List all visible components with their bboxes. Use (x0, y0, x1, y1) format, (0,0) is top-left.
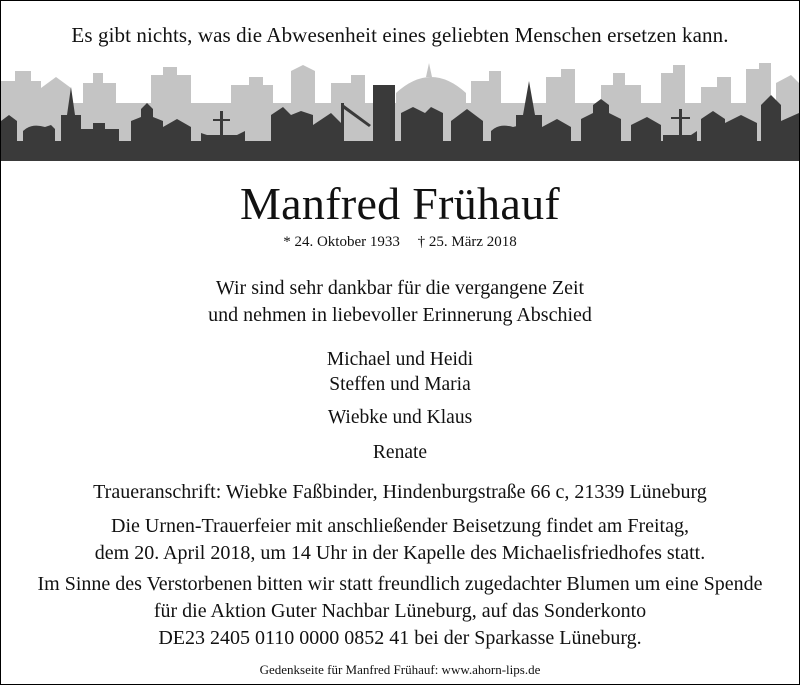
farewell-text (1, 275, 799, 329)
mourning-address: Traueranschrift: Wiebke Faßbinder, Hindenburgstraße 66 c, 21339 Lüneburg (93, 481, 707, 503)
motto-quote: Es gibt nichts, was die Abwesenheit eines geliebten Menschen ersetzen kann. (71, 23, 729, 47)
mourner-name: Renate (372, 442, 428, 463)
mourner-name: Steffen und Maria (329, 374, 471, 395)
service-line: dem 20. April 2018, um 14 Uhr in der Kapelle des Michaelisfriedhofes statt. (94, 542, 706, 564)
city-skyline-illustration (1, 63, 799, 161)
memorial-page-link: Gedenkseite für Manfred Frühauf: www.ahorn-lips.de (259, 662, 541, 677)
birth-date: * 24. Oktober 1933 (283, 234, 400, 250)
mourner-name: Wiebke und Klaus (327, 407, 473, 428)
death-date: † 25. März 2018 (417, 234, 517, 250)
funeral-service-info (1, 513, 799, 567)
donation-line: für die Aktion Guter Nachbar Lüneburg, auf das Sonderkonto (153, 600, 647, 622)
donation-request (1, 571, 799, 652)
mourners-list (1, 347, 799, 465)
life-dates (1, 234, 799, 251)
mourner-name: Michael und Heidi (326, 349, 474, 370)
donation-line: Im Sinne des Verstorbenen bitten wir statt freundlich zugedachter Blumen um eine Spende (37, 573, 763, 595)
farewell-line: Wir sind sehr dankbar für die vergangene Zeit (215, 277, 585, 299)
farewell-line: und nehmen in liebevoller Erinnerung Abschied (208, 304, 592, 326)
deceased-name: Manfred Frühauf (239, 178, 560, 229)
donation-line: DE23 2405 0110 0000 0852 41 bei der Sparkasse Lüneburg. (158, 627, 642, 649)
service-line: Die Urnen-Trauerfeier mit anschließender Beisetzung findet am Freitag, (111, 515, 689, 537)
